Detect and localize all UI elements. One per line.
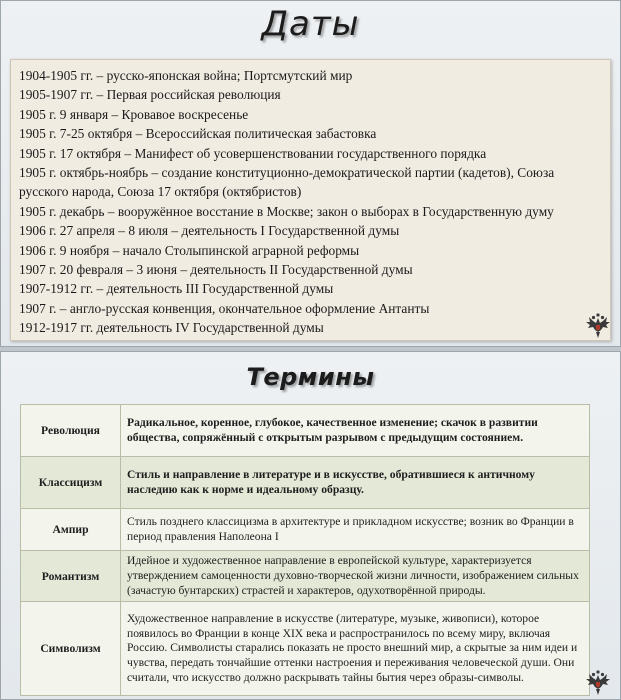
date-line: 1905-1907 гг. – Первая российская революция <box>19 87 281 103</box>
date-line: 1905 г. октябрь-ноябрь – создание конституционно-демократической партии (кадетов), Союза русского народа, Союза 17 октября (октябристов) <box>19 165 555 200</box>
date-line: 1906 г. 27 апреля – 8 июля – деятельность I Государственной думы <box>19 223 400 239</box>
date-line: 1907 г. – англо-русская конвенция, окончательное оформление Антанты <box>19 300 430 316</box>
dates-slide <box>0 0 621 347</box>
definition-cell: Стиль позднего классицизма в архитектуре и прикладном искусстве; возник во Франции в период правления Наполеона I <box>121 509 590 551</box>
date-line: 1904-1905 гг. – русско-японская война; Портсмутский мир <box>19 68 353 83</box>
date-line: 1906 г. 9 ноября – начало Столыпинской аграрной реформы <box>19 242 360 258</box>
table-row <box>21 509 590 551</box>
double-headed-eagle-icon <box>583 311 613 341</box>
definition-cell: Идейное и художественное направление в европейской культуре, характеризуется утверждением самоценности духовно-творческой жизни личности, изображением сильных (зачастую бунтарских) страстей и характеров, одухотворённой природы. <box>121 551 590 602</box>
table-row <box>21 551 590 602</box>
date-line: 1907 г. 20 февраля – 3 июня – деятельность II Государственной думы <box>19 262 413 278</box>
terms-slide <box>0 351 621 700</box>
date-line: 1905 г. декабрь – вооружённое восстание в Москве; закон о выборах в Государственную думу <box>19 203 554 219</box>
table-row <box>21 602 590 696</box>
term-cell: Символизм <box>21 602 121 696</box>
date-line: 1905 г. 7-25 октября – Всероссийская политическая забастовка <box>19 126 377 142</box>
table-row <box>21 405 590 457</box>
date-line: 1907-1912 гг. – деятельность III Государственной думы <box>19 281 334 297</box>
definition-cell: Стиль и направление в литературе и в искусстве, обратившиеся к античному наследию как к норме и идеальному образцу. <box>121 457 590 509</box>
term-cell: Классицизм <box>21 457 121 509</box>
definition-cell: Художественное направление в искусстве (литературе, музыке, живописи), которое появилось во Франции в конце XIX века и распространилось по всему миру, включая Россию. Символисты старались показать не просто внешний мир, а скрытые за ним идеи и чувства, передать тончайшие оттенки настроения и переживания человеческой души. Они считали, что искусство должно раскрывать тайны бытия через образы-символы. <box>121 602 590 696</box>
definition-cell: Радикальное, коренное, глубокое, качественное изменение; скачок в развитии общества, сопряжённый с открытым разрывом с предыдущим состоянием. <box>121 405 590 457</box>
dates-title: Даты <box>261 4 360 44</box>
terms-title: Термины <box>246 363 375 391</box>
term-cell: Революция <box>21 405 121 457</box>
table-row <box>21 457 590 509</box>
term-cell: Романтизм <box>21 551 121 602</box>
double-headed-eagle-icon <box>583 668 613 698</box>
date-line: 1905 г. 9 января – Кровавое воскресенье <box>19 106 249 122</box>
term-cell: Ампир <box>21 509 121 551</box>
dates-panel <box>10 59 611 341</box>
terms-table <box>20 404 590 696</box>
date-line: 1905 г. 17 октября – Манифест об усовершенствовании государственного порядка <box>19 145 487 161</box>
date-line: 1912-1917 гг. деятельность IV Государственной думы <box>19 320 324 336</box>
